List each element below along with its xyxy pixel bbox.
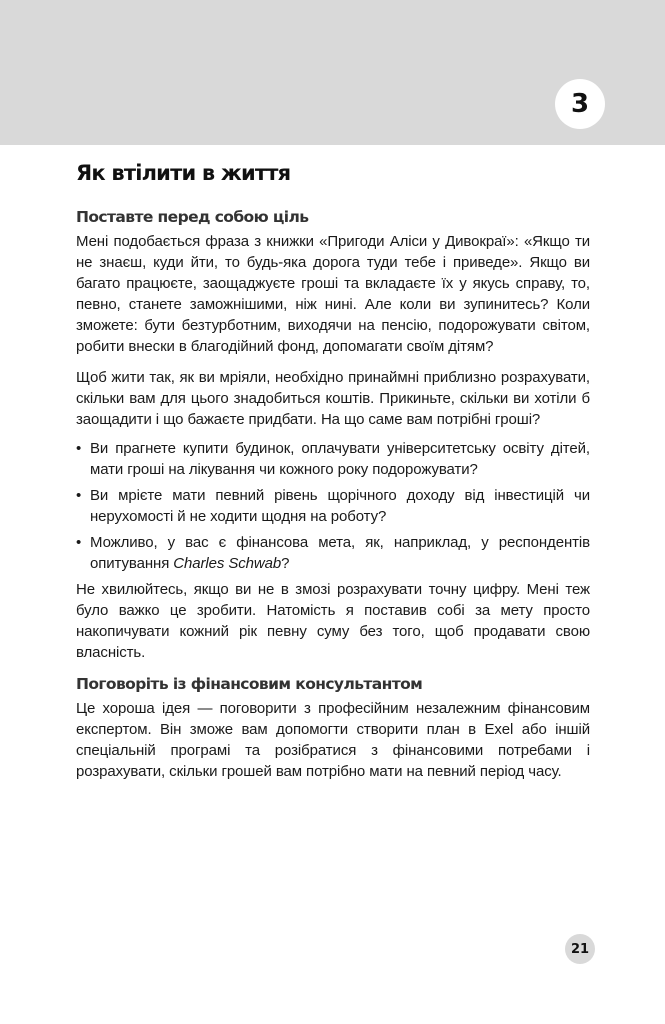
list-item-emphasis: Charles Schwab xyxy=(173,555,282,572)
chapter-number: 3 xyxy=(570,89,590,119)
paragraph: Щоб жити так, як ви мріяли, необхідно принаймні приблизно розрахувати, скільки вам для цього знадобиться коштів. Прикиньте, скільки ви хотіли б заощадити і що бажаєте придбати. На що саме вам потрібні гроші? xyxy=(76,369,590,428)
list-item xyxy=(76,532,590,574)
list-item xyxy=(76,485,590,527)
page-number-badge xyxy=(565,934,595,964)
page-number: 21 xyxy=(570,941,590,957)
bullet-marker: • xyxy=(76,440,82,457)
bullet-marker: • xyxy=(76,534,82,551)
goals-bullet-list xyxy=(76,438,590,574)
paragraph: Мені подобається фраза з книжки «Пригоди Аліси у Дивокраї»: «Якщо ти не знаєш, куди йти, то будь-яка дорога туди тебе і приведе». Якщо ви багато працюєте, заощаджуєте гроші та вкладаєте їх у якусь справу, то, певно, станете заможнішими, ніж нині. Але коли ви зупинитесь? Коли зможете: бути безтурботним, виходячи на пенсію, подорожувати світом, робити внески в благодійний фонд, допомагати своїм дітям? xyxy=(76,233,590,355)
list-item xyxy=(76,438,590,480)
chapter-number-badge xyxy=(555,79,605,129)
list-item-text: Ви мрієте мати певний рівень щорічного доходу від інвестицій чи нерухомості й не ходити щодня на роботу? xyxy=(90,487,590,525)
subsection-heading-advisor: Поговоріть із фінансовим консультантом xyxy=(76,675,423,693)
bullet-marker: • xyxy=(76,487,82,504)
page-content xyxy=(76,152,590,782)
paragraph: Це хороша ідея — поговорити з професійним незалежним фінансовим експертом. Він зможе вам допомогти створити план в Exel або іншій спеціальній програмі та розібратися з фінансовими потребами і розрахувати, скільки грошей вам потрібно мати на певний період часу. xyxy=(76,700,590,780)
subsection-heading-goal: Поставте перед собою ціль xyxy=(76,208,309,226)
section-title: Як втілити в життя xyxy=(76,161,291,185)
list-item-text-end: ? xyxy=(281,555,290,572)
paragraph: Не хвилюйтесь, якщо ви не в змозі розрахувати точну цифру. Мені теж було важко це зробити. Натомість я поставив собі за мету просто накопичувати кожний рік певну суму без того, щоб продавати свою власність. xyxy=(76,581,590,661)
list-item-text: Ви прагнете купити будинок, оплачувати університетську освіту дітей, мати гроші на лікування чи кожного року подорожувати? xyxy=(90,440,590,478)
chapter-header-band xyxy=(0,0,665,145)
list-item-text: Можливо, у вас є фінансова мета, як, наприклад, у респондентів опитування xyxy=(90,534,590,572)
